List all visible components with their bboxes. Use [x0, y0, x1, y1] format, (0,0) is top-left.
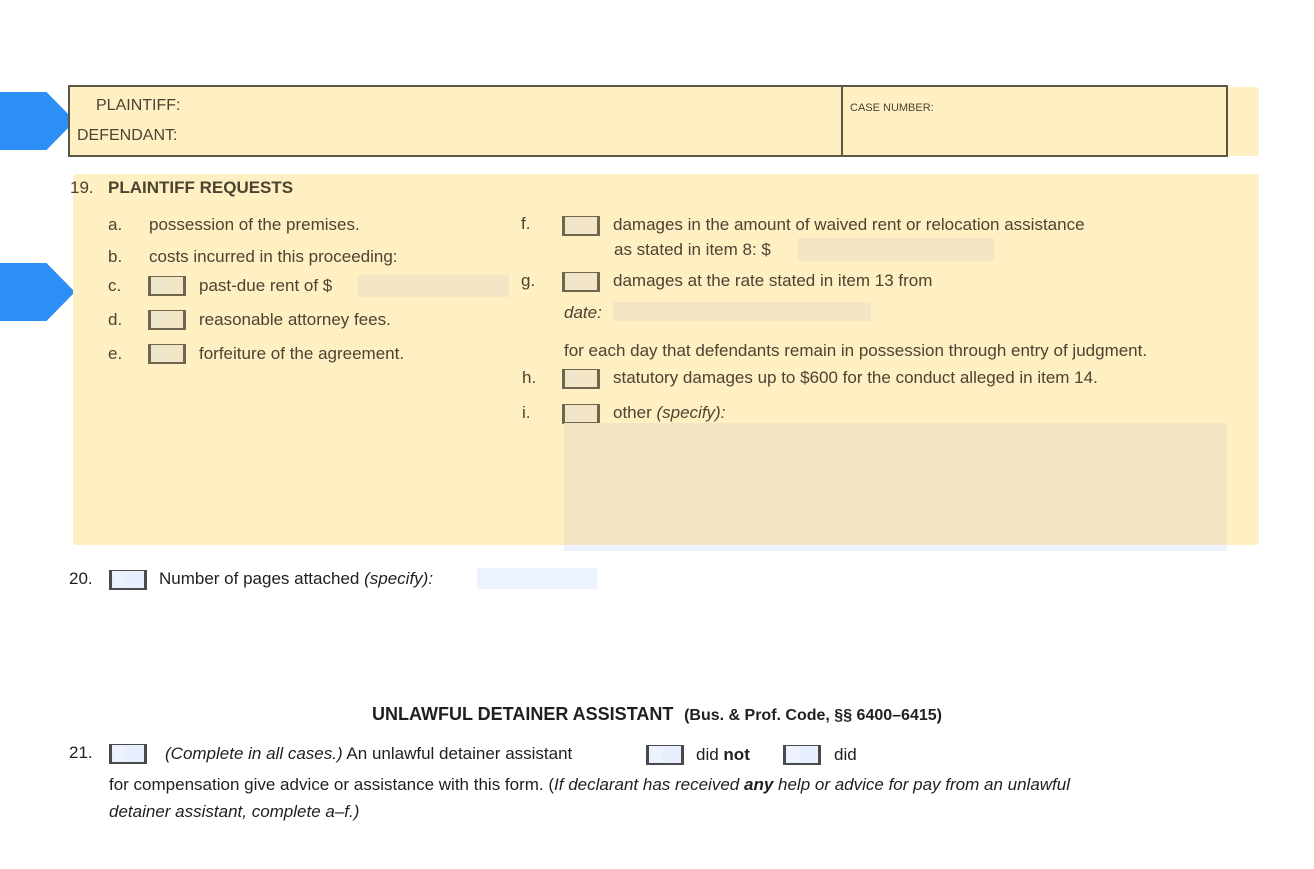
line2-plain: for compensation give advice or assistance with this form. ( — [109, 775, 555, 794]
plaintiff-label: PLAINTIFF: — [96, 97, 181, 114]
item-i-specify: (specify): — [656, 403, 726, 422]
section-21-instruction: (Complete in all cases.) — [165, 744, 343, 763]
item-i-checkbox[interactable] — [562, 404, 600, 424]
past-due-rent-field[interactable] — [358, 275, 509, 297]
did-not-checkbox[interactable] — [646, 745, 684, 765]
item-i-letter: i. — [522, 403, 531, 422]
item-f-line2: as stated in item 8: $ — [614, 240, 771, 259]
item-d-checkbox[interactable] — [148, 310, 186, 330]
item-f-letter: f. — [521, 214, 531, 233]
defendant-label: DEFENDANT: — [77, 127, 178, 144]
section-19-number: 19. — [70, 178, 94, 197]
line2-bold: any — [743, 775, 774, 794]
section-20-number: 20. — [69, 569, 93, 588]
item-i-label: other — [613, 403, 652, 422]
section-20-text — [159, 569, 433, 589]
section-19-title: PLAINTIFF REQUESTS — [108, 178, 294, 197]
case-number-field[interactable] — [845, 120, 1220, 152]
case-number-label: CASE NUMBER: — [850, 102, 934, 114]
item-h-letter: h. — [522, 368, 537, 387]
line2-italic2: help or advice for pay from an unlawful — [778, 775, 1071, 794]
did-label: did — [834, 745, 857, 764]
item-b-letter: b. — [108, 247, 123, 266]
section-21-checkbox[interactable] — [109, 744, 147, 764]
section-21-line2 — [109, 775, 1070, 795]
item-a-text: possession of the premises. — [149, 215, 360, 234]
item-g-letter: g. — [521, 271, 536, 290]
section-21-line1 — [165, 744, 572, 764]
uda-heading-citation: (Bus. & Prof. Code, §§ 6400–6415) — [684, 707, 942, 724]
line2-italic1: If declarant has received — [554, 775, 740, 794]
item-c-text: past-due rent of $ — [199, 276, 333, 295]
plaintiff-defendant-field[interactable] — [200, 90, 830, 152]
uda-heading — [0, 704, 1314, 726]
item-g-checkbox[interactable] — [562, 272, 600, 292]
waived-rent-amount-field[interactable] — [798, 238, 994, 261]
section-21-line3: detainer assistant, complete a–f.) — [109, 802, 360, 821]
item-a-letter: a. — [108, 215, 123, 234]
item-g-date-label: date: — [564, 303, 602, 322]
item-c-checkbox[interactable] — [148, 276, 186, 296]
damages-date-field[interactable] — [613, 302, 871, 321]
other-specify-textarea[interactable] — [564, 423, 1227, 545]
did-not-label — [696, 745, 750, 765]
item-e-letter: e. — [108, 344, 123, 363]
section-20-checkbox[interactable] — [109, 570, 147, 590]
other-specify-textarea-edge — [564, 545, 1227, 551]
item-d-text: reasonable attorney fees. — [199, 310, 391, 329]
section-21-line3-clip — [109, 802, 509, 821]
item-g-text: damages at the rate stated in item 13 from — [613, 271, 933, 290]
field-navigation-arrow[interactable] — [0, 92, 75, 150]
section-21-number: 21. — [69, 743, 93, 762]
item-f-checkbox[interactable] — [562, 216, 600, 236]
item-c-letter: c. — [108, 276, 122, 295]
item-i-text — [613, 403, 725, 423]
section-20-specify: (specify): — [364, 569, 434, 588]
field-navigation-arrow[interactable] — [0, 263, 75, 321]
item-h-text: statutory damages up to $600 for the conduct alleged in item 14. — [613, 368, 1098, 387]
item-e-checkbox[interactable] — [148, 344, 186, 364]
caption-divider — [841, 87, 843, 155]
pages-attached-field[interactable] — [477, 568, 597, 589]
item-h-checkbox[interactable] — [562, 369, 600, 389]
section-20-label: Number of pages attached — [159, 569, 360, 588]
did-not-bold: not — [723, 745, 750, 764]
did-checkbox[interactable] — [783, 745, 821, 765]
did-not-prefix: did — [696, 745, 719, 764]
section-21-text1: An unlawful detainer assistant — [346, 744, 573, 763]
item-g-continuation: for each day that defendants remain in possession through entry of judgment. — [564, 341, 1148, 360]
item-f-text: damages in the amount of waived rent or relocation assistance — [613, 215, 1085, 234]
uda-heading-title: UNLAWFUL DETAINER ASSISTANT — [372, 704, 674, 724]
item-d-letter: d. — [108, 310, 123, 329]
item-e-text: forfeiture of the agreement. — [199, 344, 405, 363]
item-b-text: costs incurred in this proceeding: — [149, 247, 398, 266]
